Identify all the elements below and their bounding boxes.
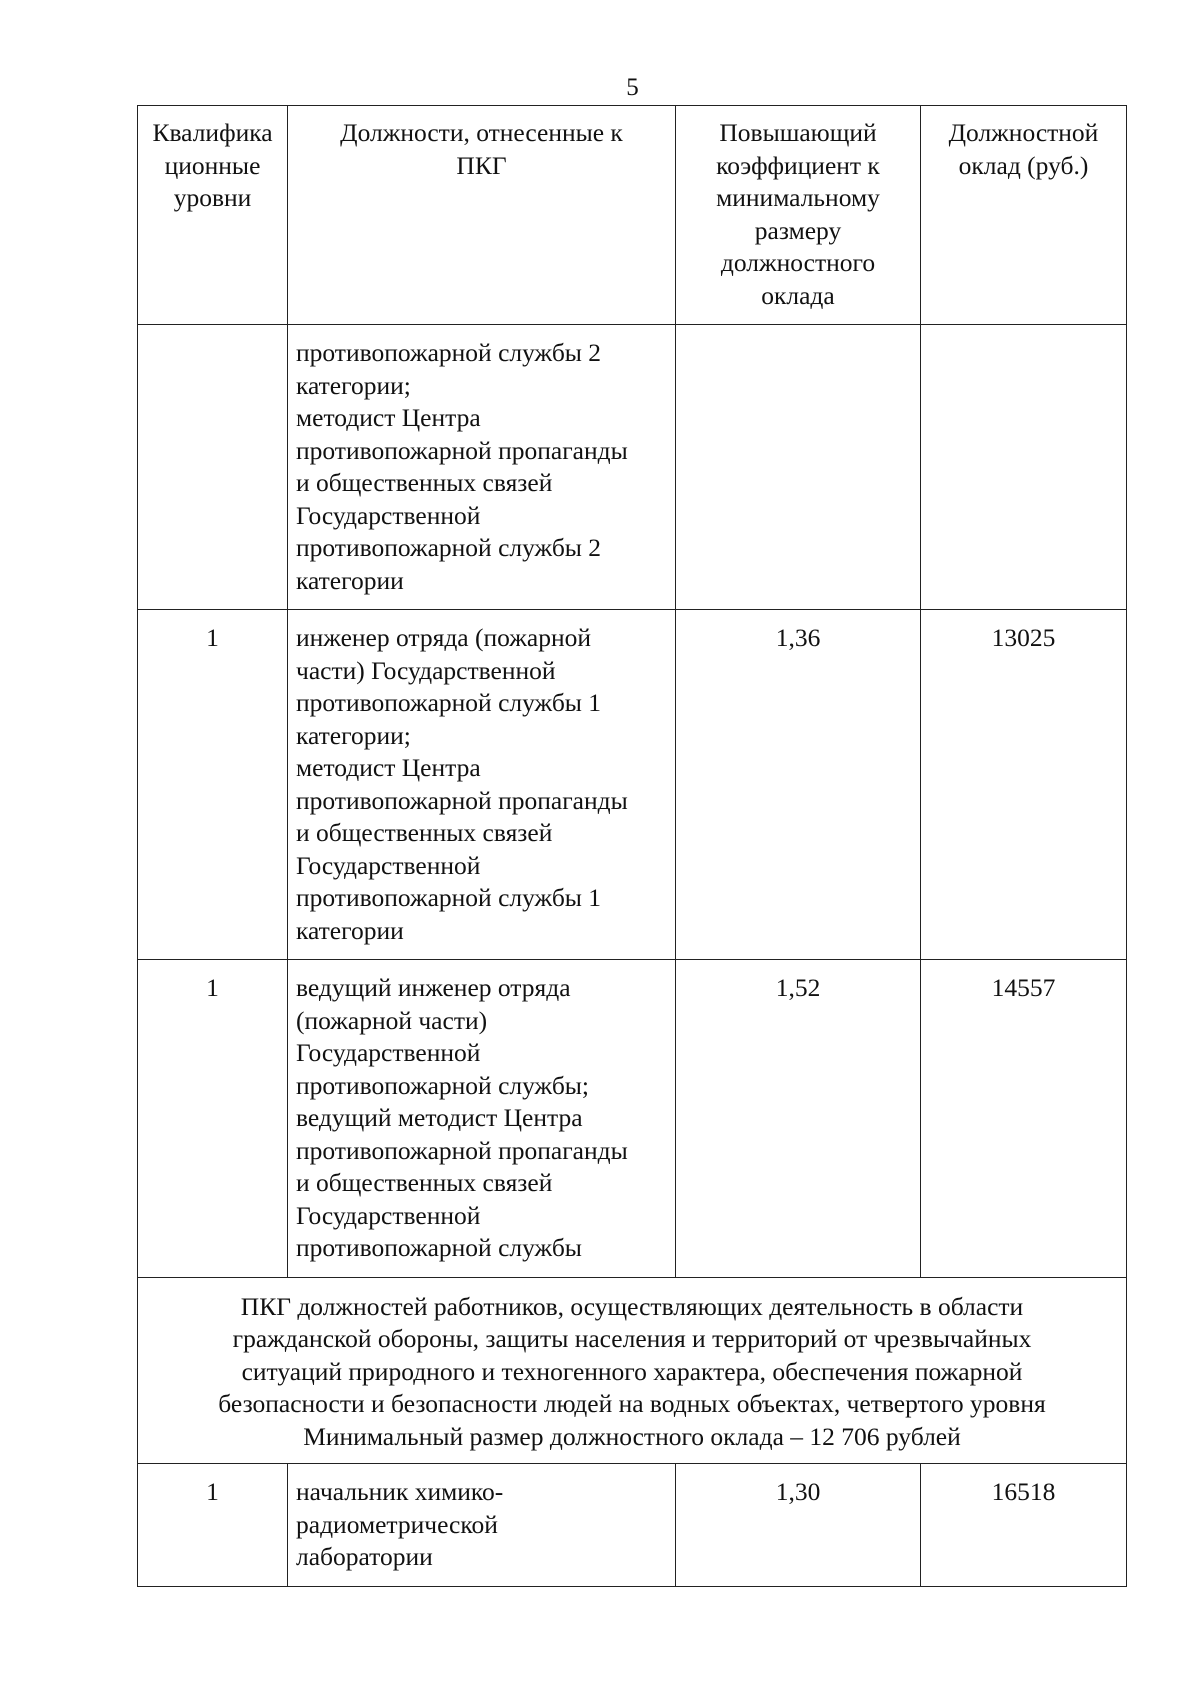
level-cell: 1 bbox=[138, 610, 288, 960]
header-qualification-level: Квалифика ционные уровни bbox=[138, 106, 288, 325]
header-positions: Должности, отнесенные к ПКГ bbox=[288, 106, 676, 325]
level-cell bbox=[138, 325, 288, 610]
level-cell: 1 bbox=[138, 1464, 288, 1587]
table-row bbox=[138, 610, 1127, 960]
header-salary: Должностной оклад (руб.) bbox=[921, 106, 1127, 325]
salary-table bbox=[137, 105, 1127, 1587]
pkg-section-title: ПКГ должностей работников, осуществляющих деятельность в области гражданской обороны, защиты населения и территорий от чрезвычайных ситуаций природного и техногенного характера, обеспечения пожарной безопасности и безопасности людей на водных объектах, четвертого уровня Минимальный размер должностного оклада – 12 706 рублей bbox=[138, 1277, 1127, 1464]
salary-cell bbox=[921, 325, 1127, 610]
section-header-row bbox=[138, 1277, 1127, 1464]
positions-cell: противопожарной службы 2 категории; методист Центра противопожарной пропаганды и общественных связей Государственной противопожарной службы 2 категории bbox=[288, 325, 676, 610]
salary-cell: 14557 bbox=[921, 960, 1127, 1278]
positions-cell: начальник химико- радиометрической лаборатории bbox=[288, 1464, 676, 1587]
coefficient-cell bbox=[676, 325, 921, 610]
table-row bbox=[138, 325, 1127, 610]
minimum-salary-line: Минимальный размер должностного оклада – 12 706 рублей bbox=[303, 1421, 961, 1451]
salary-cell: 16518 bbox=[921, 1464, 1127, 1587]
coefficient-cell: 1,30 bbox=[676, 1464, 921, 1587]
coefficient-cell: 1,36 bbox=[676, 610, 921, 960]
header-coefficient: Повышающий коэффициент к минимальному размеру должностного оклада bbox=[676, 106, 921, 325]
table-row bbox=[138, 960, 1127, 1278]
table-row bbox=[138, 1464, 1127, 1587]
coefficient-cell: 1,52 bbox=[676, 960, 921, 1278]
page-number: 5 bbox=[626, 74, 639, 101]
positions-cell: ведущий инженер отряда (пожарной части) Государственной противопожарной службы; ведущий методист Центра противопожарной пропаганды и общественных связей Государственной противопожарной службы bbox=[288, 960, 676, 1278]
level-cell: 1 bbox=[138, 960, 288, 1278]
salary-cell: 13025 bbox=[921, 610, 1127, 960]
positions-cell: инженер отряда (пожарной части) Государственной противопожарной службы 1 категории; методист Центра противопожарной пропаганды и общественных связей Государственной противопожарной службы 1 категории bbox=[288, 610, 676, 960]
table-header-row bbox=[138, 106, 1127, 325]
